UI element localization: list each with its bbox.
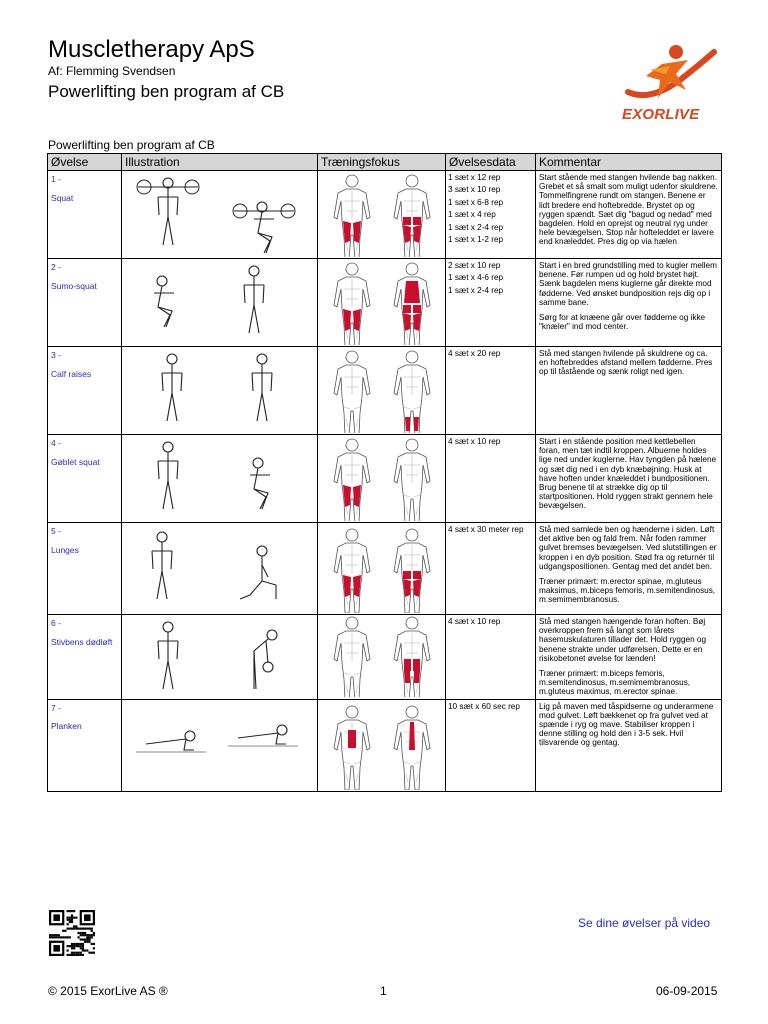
exercise-illustration-image — [122, 700, 318, 790]
exercise-data — [446, 347, 536, 435]
exercise-data — [446, 435, 536, 523]
set-rep-line: 1 sæt x 12 rep — [448, 173, 501, 182]
comment-paragraph: Stå med samlede ben og hænderne i siden. Løft det aktive ben og fald frem. Når foden rammer gulvet bremses bevægelsen. Ved slutstillingen er kroppen i en dyb position. Stød fra og returnér til udgangspositionen. Gentag med det andet ben. — [539, 525, 717, 571]
comment-paragraph: Start i en bred grundstilling med to kugler mellem benene. Før rumpen ud og hold brystet højt. Sænk bagdelen mens kuglerne går direkte mod fødderne. Ved ønsket bundposition rejs dig op i samme bane. — [539, 261, 717, 307]
column-header: Øvelsesdata — [446, 154, 536, 171]
muscle-map-image — [318, 700, 446, 790]
footer-page-number: 1 — [380, 984, 387, 998]
exercise-illustration — [122, 435, 318, 523]
set-rep-line: 1 sæt x 4-6 rep — [448, 273, 504, 283]
comment-paragraph: Start i en stående position med kettlebellen foran, men tæt indtil kroppen. Albuerne holdes lige ned under kuglerne. Hav tyngden på hælene og sæt dig ned i en dyb knæbøjning. Husk at have hoften under knæleddet i bundpositionen. Brug benene til at strække dig op til startpositionen. Hold ryggen strakt gennem hele bevægelsen. — [539, 437, 717, 511]
table-row — [48, 259, 722, 347]
column-header: Illustration — [122, 154, 318, 171]
exercise-illustration — [122, 523, 318, 615]
exercise-illustration-image — [122, 259, 318, 345]
column-header: Øvelse — [48, 154, 122, 171]
footer-copyright: © 2015 ExorLive AS ® — [48, 984, 168, 998]
exercise-cell — [48, 523, 122, 615]
exercise-data — [446, 615, 536, 700]
exercise-number: 6 - — [51, 618, 61, 628]
table-row — [48, 171, 722, 259]
exercise-data — [446, 523, 536, 615]
exercise-name-link[interactable]: Gøblet squat — [51, 456, 100, 467]
set-rep-line: 4 sæt x 10 rep — [448, 617, 501, 626]
author: Af: Flemming Svendsen — [48, 64, 176, 78]
comment-paragraph: Sørg for at knæene går over fødderne og ikke "knæler" ind mod center. — [539, 312, 706, 332]
video-link[interactable]: Se dine øvelser på video — [578, 916, 711, 930]
set-rep-line: 10 sæt x 60 sec rep — [448, 701, 520, 711]
training-focus — [318, 615, 446, 700]
exercise-cell — [48, 699, 122, 791]
training-focus — [318, 523, 446, 615]
exercise-cell — [48, 615, 122, 700]
comment-paragraph: Lig på maven med tåspidserne og underarmene mod gulvet. Løft bækkenet op fra gulvet ved at spænde i ryg og mave. Stabiliser kroppen i denne stilling og hold den i 3-5 sek. Hvil tilsvarende og gentag. — [539, 701, 714, 748]
set-rep-line: 4 sæt x 10 rep — [448, 437, 501, 446]
exercise-illustration — [122, 171, 318, 259]
column-header: Kommentar — [536, 154, 722, 171]
page-title: Muscletherapy ApS — [48, 36, 255, 63]
table-row — [48, 347, 722, 435]
table-row — [48, 699, 722, 791]
muscle-map-image — [318, 259, 446, 345]
set-rep-line: 1 sæt x 2-4 rep — [448, 222, 504, 232]
exercise-comment — [536, 347, 722, 435]
exercise-illustration — [122, 699, 318, 791]
exercise-cell — [48, 171, 122, 259]
exercise-cell — [48, 347, 122, 435]
training-focus — [318, 347, 446, 435]
exercise-name-link[interactable]: Stivbens dødløft — [51, 636, 113, 647]
set-rep-line: 1 sæt x 6-8 rep — [448, 197, 504, 207]
comment-paragraph: Start stående med stangen hvilende bag nakken. Grebet et så smalt som muligt udenfor skuldrene. Tommelfingrene rundt om stangen. Benene er lidt bredere end hoftebredde. Brystet op og ryggen spændt. Sæt dig "bagud og nedad" med bagdelen. Hold en oprejst og neutral ryg under hele bevægelsen. Stop når hofteleddet er lavere end knæleddet. Pres dig op via hælen — [539, 173, 718, 247]
exercise-comment — [536, 699, 722, 791]
exercise-name-link[interactable]: Planken — [51, 721, 82, 732]
exercise-cell — [48, 259, 122, 347]
exercise-table — [47, 153, 722, 792]
exercise-illustration-image — [122, 347, 318, 433]
muscle-map-image — [318, 435, 446, 521]
exercise-illustration — [122, 615, 318, 700]
footer-date: 06-09-2015 — [656, 984, 718, 998]
table-header-row — [48, 154, 722, 171]
exercise-number: 4 - — [51, 438, 61, 448]
training-focus — [318, 259, 446, 347]
comment-paragraph: Stå med stangen hængende foran hoften. Bøj overkroppen frem så langt som lårets hasemuskulaturen tillader det. Hold ryggen og benene strakte under udførelsen. Dette er en risikobetonet øvelse for lænden! — [539, 617, 707, 663]
qr-code-icon — [49, 910, 95, 956]
exercise-illustration — [122, 347, 318, 435]
logo-text: EXORLIVE — [622, 106, 700, 123]
training-focus — [318, 171, 446, 259]
program-title: Powerlifting ben program af CB — [48, 82, 285, 101]
table-row — [48, 523, 722, 615]
set-rep-line: 3 sæt x 10 rep — [448, 185, 501, 195]
muscle-map-image — [318, 347, 446, 433]
muscle-map-image — [318, 171, 446, 257]
muscle-map-image — [318, 523, 446, 613]
exercise-number: 1 - — [51, 174, 61, 184]
exercise-name-link[interactable]: Lunges — [51, 544, 79, 555]
exercise-illustration-image — [122, 523, 318, 613]
training-focus — [318, 435, 446, 523]
exercise-illustration-image — [122, 615, 318, 697]
set-rep-line: 1 sæt x 2-4 rep — [448, 285, 504, 295]
set-rep-line: 2 sæt x 10 rep — [448, 261, 501, 270]
exercise-comment — [536, 523, 722, 615]
table-caption: Powerlifting ben program af CB — [48, 138, 215, 152]
table-row — [48, 435, 722, 523]
exercise-comment — [536, 171, 722, 259]
exercise-data — [446, 171, 536, 259]
set-rep-line: 4 sæt x 20 rep — [448, 349, 501, 358]
runner-logo-icon — [610, 40, 730, 110]
column-header: Træningsfokus — [318, 154, 446, 171]
exercise-comment — [536, 259, 722, 347]
table-row — [48, 615, 722, 700]
muscle-map-image — [318, 615, 446, 697]
exercise-illustration-image — [122, 435, 318, 521]
exercise-name-link[interactable]: Sumo-squat — [51, 280, 97, 291]
exercise-name-link[interactable]: Squat — [51, 192, 74, 203]
comment-paragraph: Stå med stangen hvilende på skuldrene og ca. en hoftebreddes afstand mellem fødderne. Pres op til tåstående og sænk roligt ned igen. — [539, 349, 713, 377]
comment-paragraph: Træner primært: m.biceps femoris, m.semitendinosus, m.semimembranosus, m.gluteus maximus, m.erector spinae. — [539, 668, 691, 697]
comment-paragraph: Træner primært: m.erector spinae, m.gluteus maksimus, m.biceps femoris, m.semitendinosus, m.semimembranosus. — [539, 576, 716, 605]
exercise-comment — [536, 435, 722, 523]
exercise-name-link[interactable]: Calf raises — [51, 368, 92, 379]
exercise-number: 5 - — [51, 526, 61, 536]
set-rep-line: 1 sæt x 1-2 rep — [448, 234, 504, 244]
set-rep-line: 4 sæt x 30 meter rep — [448, 525, 524, 534]
exercise-data — [446, 259, 536, 347]
exercise-number: 7 - — [51, 702, 61, 713]
set-rep-line: 1 sæt x 4 rep — [448, 210, 496, 220]
exercise-illustration-image — [122, 171, 318, 257]
exercise-illustration — [122, 259, 318, 347]
exercise-cell — [48, 435, 122, 523]
exercise-number: 3 - — [51, 350, 61, 360]
exercise-number: 2 - — [51, 262, 61, 272]
exercise-comment — [536, 615, 722, 700]
training-focus — [318, 699, 446, 791]
exercise-data — [446, 699, 536, 791]
